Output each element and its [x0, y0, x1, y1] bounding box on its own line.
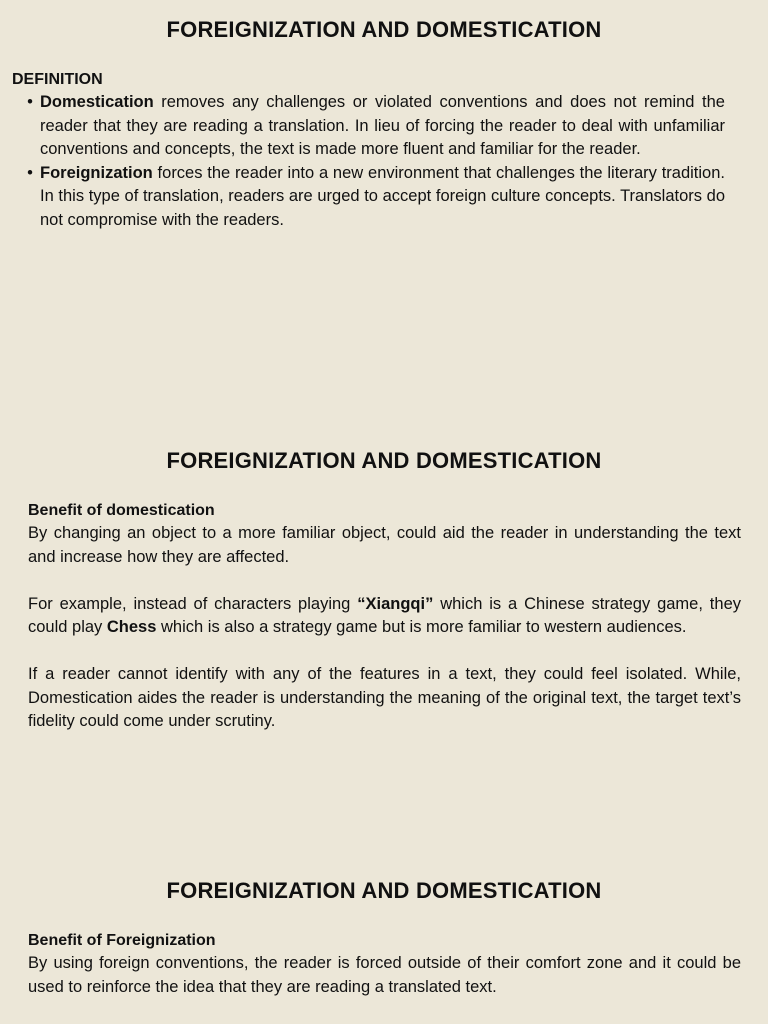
emphasis-chess: Chess	[106, 618, 157, 636]
bullet-icon: •	[27, 163, 33, 182]
bullet-icon: •	[27, 93, 33, 111]
definition-item-domestication	[0, 91, 768, 162]
definition-term: Foreignization	[40, 163, 153, 182]
section-title: FOREIGNIZATION AND DOMESTICATION	[166, 17, 602, 42]
definition-term: Domestication	[40, 93, 154, 111]
benefit-label: Benefit of Foreignization	[28, 932, 216, 949]
section-title: FOREIGNIZATION AND DOMESTICATION	[166, 878, 602, 903]
emphasis-xiangqi: “Xiangqi”	[357, 594, 434, 613]
text-run: For example, instead of characters playing	[28, 594, 358, 613]
section-benefit-foreignization	[0, 877, 768, 999]
definition-item-foreignization	[0, 162, 768, 233]
definition-list	[0, 91, 768, 232]
definition-text: forces the reader into a new environment that challenges the literary tradition. In this type of translation, readers are urged to accept foreign culture concepts. Translators do not compromise with the readers.	[40, 163, 725, 229]
text-run: which is a Chinese strategy game, they could play	[28, 594, 741, 636]
section-title: FOREIGNIZATION AND DOMESTICATION	[166, 448, 602, 473]
definition-label: DEFINITION	[12, 71, 103, 88]
section-definition	[0, 16, 768, 232]
paragraph: If a reader cannot identify with any of the features in a text, they could feel isolated. While, Domestication aides the reader is understanding the meaning of the original text, the target text’s fidelity could come under scrutiny.	[28, 665, 741, 730]
section-benefit-domestication	[0, 447, 768, 734]
definition-text: removes any challenges or violated conventions and does not remind the reader that they are reading a translation. In lieu of forcing the reader to deal with unfamiliar conventions and concepts, the text is made more fluent and familiar for the reader.	[40, 93, 725, 158]
paragraph: By changing an object to a more familiar object, could aid the reader in understanding the text and increase how they are affected.	[28, 524, 741, 566]
paragraph-example	[28, 593, 741, 640]
text-run: which is also a strategy game but is more familiar to western audiences.	[156, 618, 687, 636]
paragraph: By using foreign conventions, the reader is forced outside of their comfort zone and it could be used to reinforce the idea that they are reading a translated text.	[28, 954, 741, 996]
benefit-label: Benefit of domestication	[28, 502, 215, 519]
